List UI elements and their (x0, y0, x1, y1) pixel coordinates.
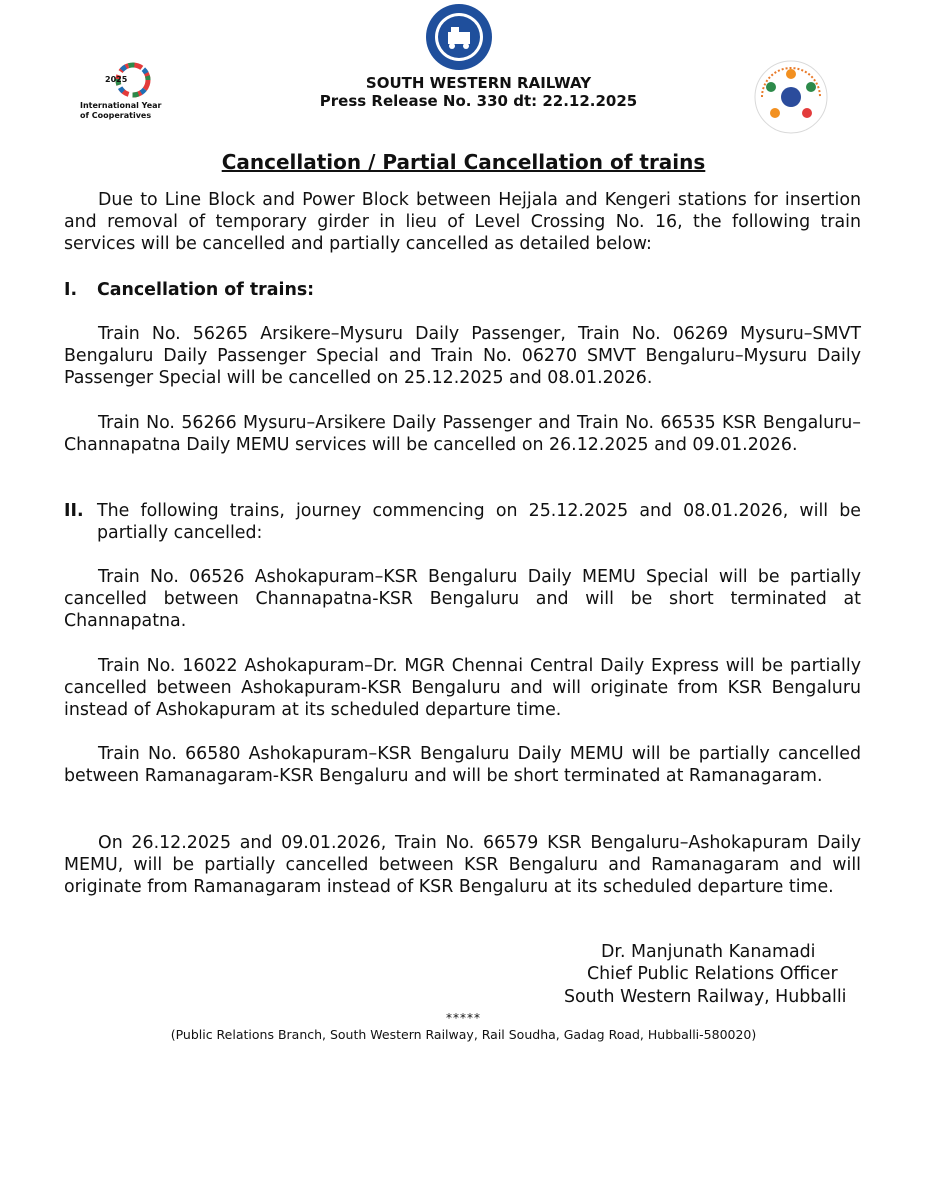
intro-paragraph: Due to Line Block and Power Block between Hejjala and Kengeri stations for insertion and removal of temporary girder in lieu of Level Crossing No. 16, the following train services will be cancelled and partially cancelled as detailed below: (64, 190, 861, 254)
section-1-title: Cancellation of trains: (97, 280, 315, 300)
section-1-paragraph-1: Train No. 56265 Arsikere–Mysuru Daily Passenger, Train No. 06269 Mysuru–SMVT Bengaluru Daily Passenger Special and Train No. 06270 SMVT Bengaluru–Mysuru Daily Passenger Special will be cancelled on 25.12.2025 and 08.01.2026. (64, 324, 861, 388)
taran-antimikshan-logo-icon (752, 58, 830, 136)
cooperatives-logo-line2: of Cooperatives (80, 111, 152, 120)
cooperatives-logo-line1: International Year (80, 101, 162, 110)
cooperatives-logo-text (80, 75, 190, 121)
section-1-heading (64, 279, 314, 301)
section-2-number: II. (64, 501, 84, 521)
indian-railways-emblem-icon (424, 2, 494, 72)
press-release-number: Press Release No. 330 dt: 22.12.2025 (319, 92, 638, 110)
section-1-paragraph-2: Train No. 56266 Mysuru–Arsikere Daily Passenger and Train No. 66535 KSR Bengaluru–Channapatna Daily MEMU services will be cancelled on 26.12.2025 and 09.01.2026. (64, 413, 861, 455)
signatory-office: South Western Railway, Hubballi (564, 987, 847, 1007)
section-2-title: The following trains, journey commencing on 25.12.2025 and 08.01.2026, will be partially cancelled: (97, 501, 861, 543)
section-2-paragraph-3: Train No. 66580 Ashokapuram–KSR Bengaluru Daily MEMU will be partially cancelled between Ramanagaram-KSR Bengaluru and will be short terminated at Ramanagaram. (64, 744, 861, 786)
section-2-paragraph-1: Train No. 06526 Ashokapuram–KSR Bengaluru Daily MEMU Special will be partially cancelled between Channapatna-KSR Bengaluru and will be short terminated at Channapatna. (64, 567, 861, 631)
organization-name: SOUTH WESTERN RAILWAY (365, 74, 592, 92)
section-2-paragraph-4: On 26.12.2025 and 09.01.2026, Train No. 66579 KSR Bengaluru–Ashokapuram Daily MEMU, will be partially cancelled between KSR Bengaluru and Ramanagaram and will originate from Ramanagaram instead of KSR Bengaluru at its scheduled departure time. (64, 833, 861, 897)
cooperatives-logo-year: 2025 (105, 75, 128, 84)
section-1-number: I. (64, 280, 78, 300)
section-2-paragraph-2: Train No. 16022 Ashokapuram–Dr. MGR Chennai Central Daily Express will be partially cancelled between Ashokapuram-KSR Bengaluru and will originate from KSR Bengaluru instead of Ashokapuram at its scheduled departure time. (64, 656, 861, 720)
page-title: Cancellation / Partial Cancellation of trains (221, 150, 706, 174)
signatory-designation: Chief Public Relations Officer (587, 964, 838, 984)
section-2-heading (64, 500, 861, 544)
signatory-name: Dr. Manjunath Kanamadi (601, 942, 816, 962)
separator-stars: ***** (446, 1011, 481, 1025)
footer-address: (Public Relations Branch, South Western Railway, Rail Soudha, Gadag Road, Hubballi-580020) (170, 1027, 757, 1042)
